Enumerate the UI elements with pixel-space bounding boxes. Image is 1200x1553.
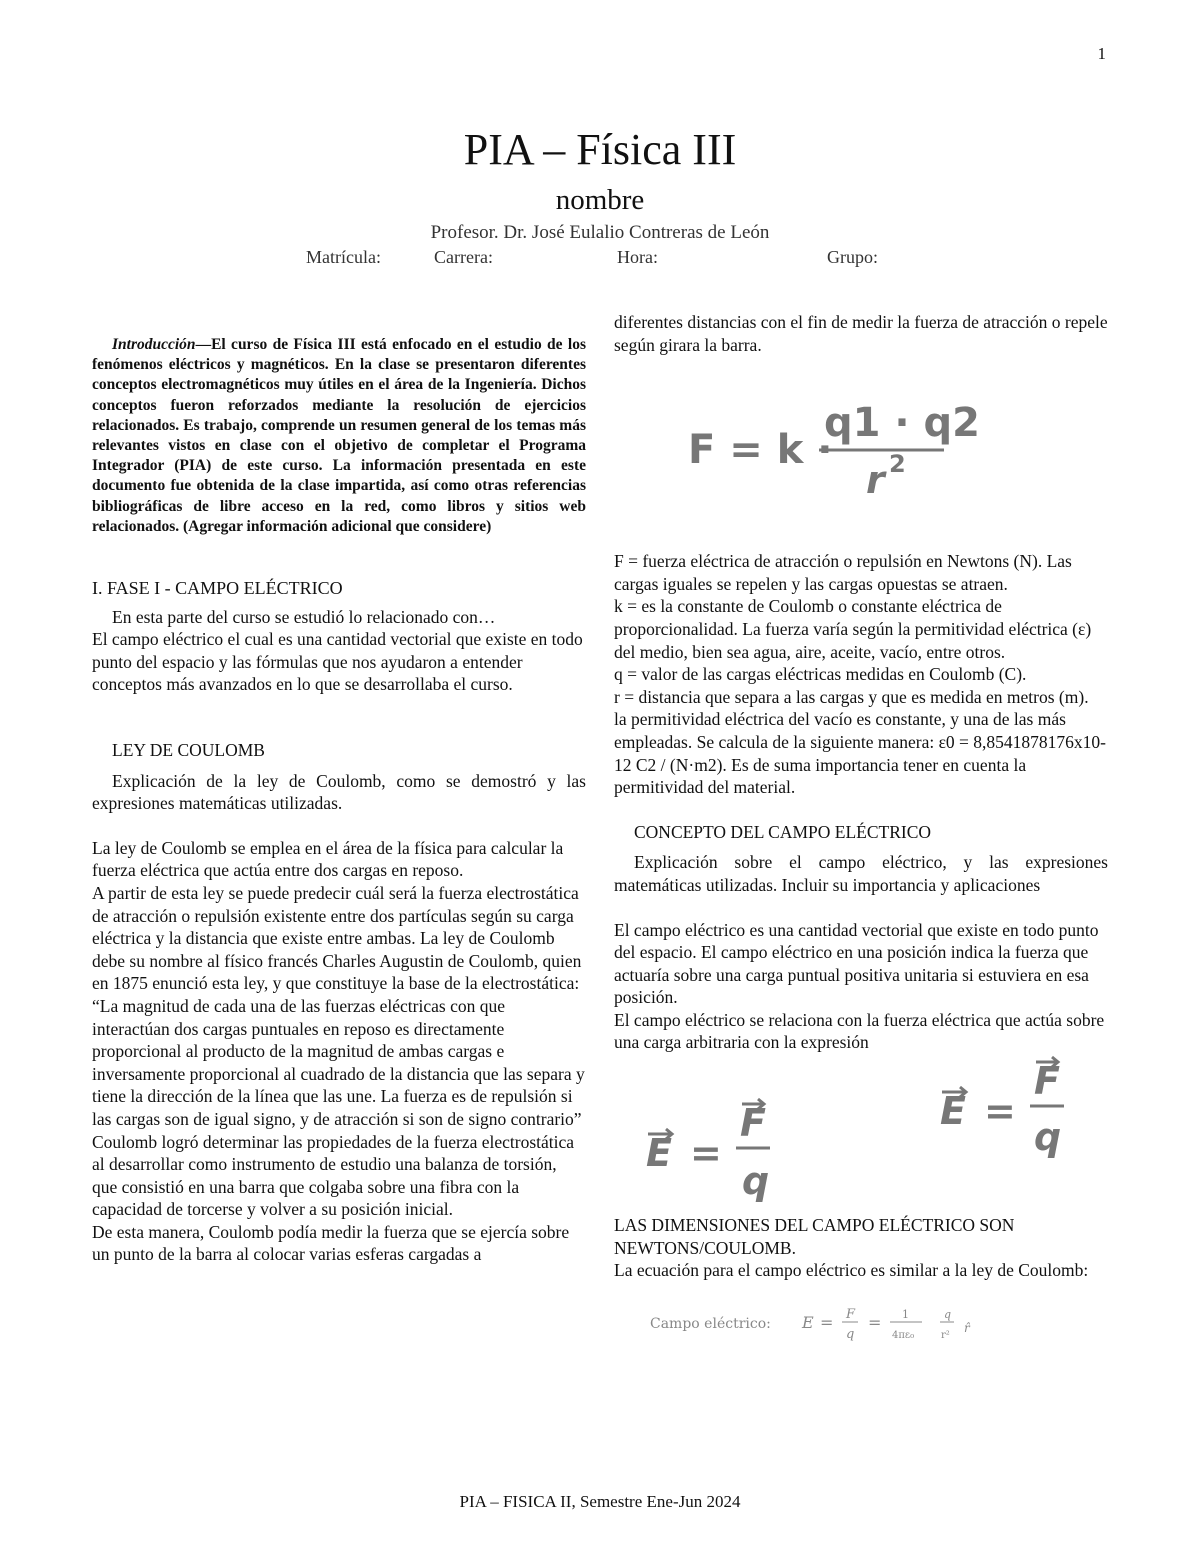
coulomb-formula-lhs: F = k ·	[688, 427, 833, 474]
section1-body: El campo eléctrico el cual es una cantidad vectorial que existe en todo punto del espacio y las fórmulas que nos ayudaron a entender conceptos más avanzados en lo que se desarrollaba el curso.	[92, 629, 583, 695]
svg-text:E: E	[940, 1089, 966, 1134]
electric-field-formula-2	[940, 1057, 1064, 1159]
svg-text:F: F	[1034, 1059, 1060, 1104]
svg-text:q: q	[1034, 1115, 1062, 1160]
electric-field-formula-1	[646, 1099, 770, 1203]
coulomb-paragraph-3: Coulomb logró determinar las propiedades de la fuerza electrostática al desarrollar como instrumento de estudio una balanza de torsión, que consistió en una barra que colgaba sobre una fibra con la capacidad de torcerse y volver a su posición inicial.	[92, 1131, 575, 1220]
electric-field-formulas-image	[614, 1054, 1108, 1214]
coulomb-formula-denominator: r	[866, 458, 885, 503]
page-number: 1	[1097, 44, 1106, 63]
matricula-label: Matrícula:	[306, 247, 381, 267]
coulomb-formula-image	[614, 368, 1108, 518]
svg-text:4πε₀: 4πε₀	[892, 1329, 915, 1341]
svg-text:F: F	[740, 1101, 766, 1146]
section-heading-coulomb: LEY DE COULOMB	[112, 740, 265, 760]
small-formula-label: Campo eléctrico:	[650, 1315, 771, 1332]
svg-text:=: =	[868, 1312, 882, 1332]
svg-text:E: E	[646, 1131, 672, 1176]
coulomb-paragraph-4-continued: diferentes distancias con el fin de medir la fuerza de atracción o repele según girara la barra.	[614, 312, 1108, 355]
campo-paragraph-1: El campo eléctrico es una cantidad vectorial que existe en todo punto del espacio. El campo eléctrico en una posición indica la fuerza que actuaría sobre una carga puntual positiva unitaria si estuviera en esa posición.	[614, 919, 1099, 1008]
hora-label: Hora:	[617, 247, 658, 267]
campo-intro: Explicación sobre el campo eléctrico, y las expresiones matemáticas utilizadas. Incluir su importancia y aplicaciones	[614, 852, 1108, 895]
svg-text:q: q	[944, 1307, 952, 1321]
left-column	[92, 311, 586, 1266]
coulomb-formula-numerator: q1 · q2	[824, 400, 980, 447]
section-heading-fase1: I. FASE I - CAMPO ELÉCTRICO	[92, 578, 343, 599]
svg-text:q: q	[846, 1326, 855, 1342]
section1-intro: En esta parte del curso se estudió lo relacionado con…	[112, 606, 496, 627]
carrera-label: Carrera:	[434, 247, 493, 267]
definition-k: k = es la constante de Coulomb o constante eléctrica de proporcionalidad. La fuerza varía según la permitividad eléctrica (ε) del medio, bien sea agua, aire, aceite, vacío, entre otros.	[614, 596, 1092, 662]
svg-text:F: F	[846, 1306, 856, 1322]
document-title: PIA – Física III	[463, 125, 737, 174]
coulomb-intro: Explicación de la ley de Coulomb, como se demostró y las expresiones matemáticas utilizadas.	[92, 770, 586, 814]
svg-text:E: E	[802, 1312, 814, 1332]
right-column	[614, 311, 1108, 1358]
svg-text:1: 1	[902, 1307, 909, 1321]
svg-text:r²: r²	[941, 1329, 950, 1341]
svg-text:=: =	[690, 1131, 722, 1176]
electric-field-coulomb-formula-image	[614, 1288, 1108, 1358]
author-name: nombre	[555, 184, 645, 216]
abstract-text: —El curso de Física III está enfocado en el estudio de los fenómenos eléctricos y magnéticos. En la clase se presentaron diferentes conceptos electromagnéticos muy útiles en el área de la Ingeniería. Dichos conceptos fueron reforzados mediante la resolución de ejercicios relacionados. Es trabajo, comprende un resumen general de los temas más relevantes vistos en clase con el objetivo de completar el Programa Integrador (PIA) de este curso. La información presentada en este documento fue obtenida de la clase impartida, así como otras referencias bibliográficas de libre acceso en la red, como libros y sitios web relacionados. (Agregar información adicional que considere)	[92, 336, 586, 535]
definition-permittivity: la permitividad eléctrica del vacío es constante, y una de las más empleadas. Se calcula de la siguiente manera: ε0 = 8,8541878176x10-12 C2 / (N·m2). Es de suma importancia tener en cuenta la permitividad del material.	[614, 709, 1106, 798]
abstract	[92, 335, 586, 537]
campo-paragraph-2: El campo eléctrico se relaciona con la fuerza eléctrica que actúa sobre una carga arbitraria con la expresión	[614, 1009, 1105, 1053]
definition-f: F = fuerza eléctrica de atracción o repulsión en Newtons (N). Las cargas iguales se repelen y las cargas opuestas se atraen.	[614, 551, 1072, 594]
page-footer: PIA – FISICA II, Semestre Ene-Jun 2024	[459, 1492, 741, 1511]
coulomb-formula-exponent: 2	[889, 450, 906, 479]
coulomb-paragraph-2: A partir de esta ley se puede predecir cuál será la fuerza electrostática de atracción o repulsión existente entre dos partículas según su carga eléctrica y la distancia que existe entre ambas. La ley de Coulomb debe su nombre al físico francés Charles Augustin de Coulomb, quien en 1875 enunció esta ley, y que constituye la base de la electrostática:	[92, 882, 582, 994]
svg-text:r̂: r̂	[964, 1320, 970, 1335]
svg-text:=: =	[984, 1089, 1016, 1134]
grupo-label: Grupo:	[827, 247, 878, 267]
coulomb-paragraph-1: La ley de Coulomb se emplea en el área de la física para calcular la fuerza eléctrica que actúa entre dos cargas en reposo.	[92, 837, 564, 881]
coulomb-paragraph-4: De esta manera, Coulomb podía medir la fuerza que se ejercía sobre un punto de la barra al colocar varias esferas cargadas a	[92, 1221, 570, 1265]
field-dimensions: LAS DIMENSIONES DEL CAMPO ELÉCTRICO SON NEWTONS/COULOMB.	[614, 1215, 1015, 1258]
abstract-label: Introducción	[112, 336, 196, 353]
definition-r: r = distancia que separa a las cargas y que es medida en metros (m).	[614, 686, 1089, 707]
svg-text:=: =	[820, 1312, 834, 1332]
campo-paragraph-3: La ecuación para el campo eléctrico es similar a la ley de Coulomb:	[614, 1260, 1089, 1281]
definition-q: q = valor de las cargas eléctricas medidas en Coulomb (C).	[614, 664, 1027, 685]
professor-line: Profesor. Dr. José Eulalio Contreras de León	[430, 222, 770, 243]
svg-text:q: q	[742, 1159, 770, 1204]
coulomb-quote: “La magnitud de cada una de las fuerzas eléctricas con que interactúan dos cargas puntuales en reposo es directamente proporcional al producto de la magnitud de ambas cargas e inversamente proporcional al cuadrado de la distancia que las separa y tiene la dirección de la línea que las une. La fuerza es de repulsión si las cargas son de igual signo, y de atracción si son de signo contrario”	[92, 995, 585, 1129]
section-heading-campo: CONCEPTO DEL CAMPO ELÉCTRICO	[634, 821, 932, 842]
